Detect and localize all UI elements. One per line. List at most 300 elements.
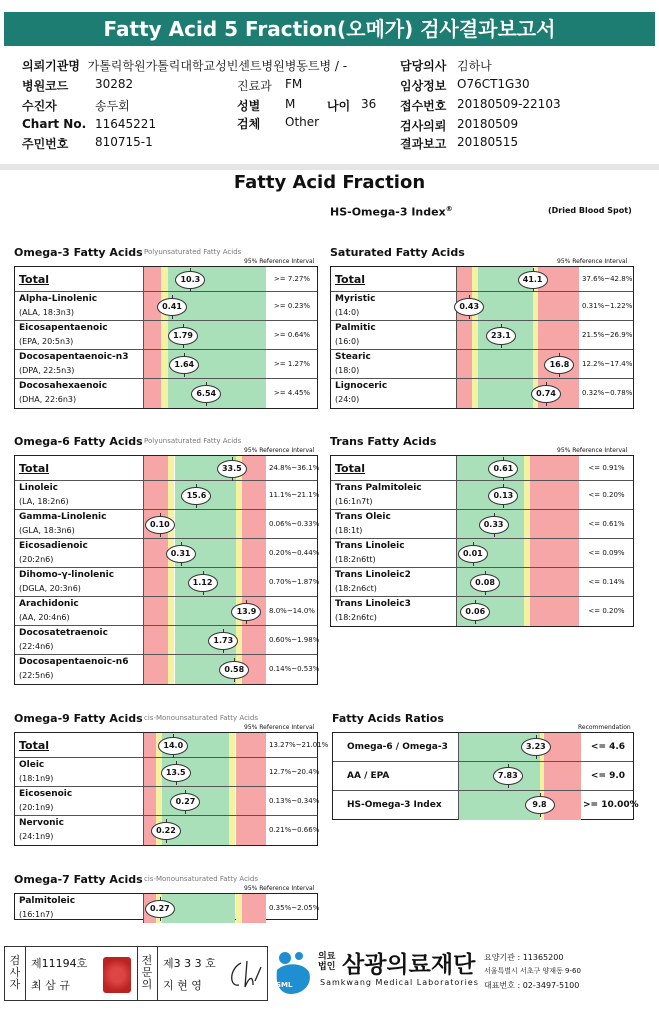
table-row <box>15 321 317 350</box>
range-zone <box>478 292 533 320</box>
result-value: 0.06 <box>460 603 490 621</box>
range-zone <box>457 379 472 408</box>
range-zone <box>242 481 266 509</box>
acid-name: Docosapentaenoic-n3 <box>19 352 129 362</box>
acid-name: Oleic <box>19 760 45 770</box>
reference-value: 0.70%~1.87% <box>269 578 320 586</box>
acid-code: (22:4n6) <box>19 642 54 651</box>
acid-name: Total <box>335 462 366 475</box>
reference-value: >= 0.64% <box>273 331 311 339</box>
acid-code: (AA, 20:4n6) <box>19 613 70 622</box>
acid-name: Total <box>19 273 50 286</box>
result-value: 0.13 <box>488 487 518 505</box>
acid-code: (20:1n9) <box>19 803 54 812</box>
reference-value: 0.32%~0.78% <box>582 389 633 397</box>
acid-code: (20:2n6) <box>19 555 54 564</box>
range-bar <box>143 894 265 923</box>
acid-name: Alpha-Linolenic <box>19 294 98 304</box>
reference-interval-header: 95% Reference Interval <box>244 724 315 731</box>
section-title: Omega-6 Fatty Acids <box>14 435 143 448</box>
acid-name: Eicosenoic <box>19 789 73 799</box>
acid-name: Docosahexaenoic <box>19 381 108 391</box>
info-label: 검사의뢰 <box>400 119 447 133</box>
result-value: 0.08 <box>470 574 500 592</box>
recommendation-header: Recommendation <box>578 724 631 731</box>
result-value: 0.27 <box>145 900 175 918</box>
range-zone <box>242 510 266 538</box>
acid-name: Lignoceric <box>335 381 388 391</box>
acid-name: Palmitic <box>335 323 376 333</box>
table-row <box>331 539 633 568</box>
range-bar <box>456 292 578 320</box>
info-line-3 <box>22 97 57 114</box>
ratio-row <box>333 762 633 791</box>
recommendation-value: <= 4.6 <box>590 742 626 752</box>
ratios-section <box>332 712 639 822</box>
result-value: 10.3 <box>175 271 205 289</box>
range-zone <box>236 816 267 845</box>
table-row <box>15 481 320 510</box>
table-row <box>331 350 633 379</box>
reference-value: 0.13%~0.34% <box>269 797 320 805</box>
acid-code: (18:2n6tt) <box>335 555 376 564</box>
result-value: 0.10 <box>145 516 175 534</box>
acid-name: Palmitoleic <box>19 896 76 906</box>
info-label: 진료과 <box>237 79 272 93</box>
divider <box>157 947 158 1000</box>
result-value: 6.54 <box>191 385 221 403</box>
signature-box <box>4 946 268 1001</box>
table-row <box>15 456 320 481</box>
info-value: 김하나 <box>457 59 492 73</box>
info-value: 810715-1 <box>95 135 153 149</box>
range-zone <box>144 568 168 596</box>
range-zone <box>144 481 168 509</box>
section-subtitle: cis-Monounsaturated Fatty Acids <box>144 875 258 883</box>
range-zone <box>530 597 579 626</box>
seal-icon <box>103 957 131 993</box>
sml-logo-text: SML <box>276 981 293 989</box>
acid-name: Trans Linoleic3 <box>335 599 411 609</box>
dried-blood-spot: (Dried Blood Spot) <box>548 206 632 215</box>
acid-code: (18:1t) <box>335 526 363 535</box>
range-bar <box>143 379 265 408</box>
section-title: Omega-3 Fatty Acids <box>14 246 143 259</box>
range-zone <box>144 787 156 815</box>
info-value: FM <box>285 77 303 91</box>
info-line-2 <box>22 77 68 94</box>
reference-interval-header: 95% Reference Interval <box>244 447 315 454</box>
footer <box>0 940 659 1011</box>
phone: 대표번호 : 02-3497-5100 <box>484 981 580 990</box>
result-value: 41.1 <box>518 271 548 289</box>
reference-value: 24.8%~36.1% <box>269 464 320 472</box>
report-title: Fatty Acid 5 Fraction(오메가) 검사결과보고서 <box>4 12 655 46</box>
reference-value: 12.7%~20.4% <box>269 768 320 776</box>
range-zone <box>144 350 161 378</box>
table-row <box>15 267 317 292</box>
result-value: 0.43 <box>454 298 484 316</box>
range-bar <box>143 267 265 291</box>
table-row <box>15 568 320 597</box>
table-row <box>15 597 317 626</box>
result-value: 0.74 <box>531 385 561 403</box>
ratio-name: HS-Omega-3 Index <box>347 800 442 810</box>
range-bar <box>143 597 265 625</box>
info-value: 30282 <box>95 77 134 91</box>
result-value: 0.27 <box>170 793 200 811</box>
info-label: 담당의사 <box>400 59 447 73</box>
reference-value: 37.6%~42.8% <box>582 275 633 283</box>
info-value: Other <box>285 115 320 129</box>
range-zone <box>144 321 161 349</box>
table-row <box>331 597 633 626</box>
acid-name: Arachidonic <box>19 599 79 609</box>
reference-value: <= 0.09% <box>588 549 625 557</box>
org-prefix: 의료법인 <box>318 952 336 972</box>
range-bar <box>143 510 265 538</box>
acid-name: Eicosapentaenoic <box>19 323 108 333</box>
hs-omega-index-title <box>330 205 453 219</box>
acid-name: Nervonic <box>19 818 64 828</box>
section-title: Saturated Fatty Acids <box>330 246 465 259</box>
specialist-name: 지 현 영 <box>163 979 202 992</box>
info-label: 성별 <box>237 99 261 113</box>
hs-index-text: HS-Omega-3 Index <box>330 205 446 219</box>
info-label: 임상정보 <box>400 79 447 93</box>
acid-name: Total <box>335 273 366 286</box>
specialist-license: 제3 3 3 호 <box>163 957 216 970</box>
ratio-bar <box>458 762 580 790</box>
range-zone <box>161 267 168 291</box>
table-row <box>331 481 633 510</box>
reference-value: 0.31%~1.22% <box>582 302 633 310</box>
reference-interval-header: 95% Reference Interval <box>557 258 628 265</box>
reference-interval-header: 95% Reference Interval <box>244 258 315 265</box>
reference-value: >= 4.45% <box>273 389 311 397</box>
range-zone <box>144 626 168 654</box>
reference-value: 21.5%~26.9% <box>582 331 633 339</box>
range-zone <box>144 597 168 625</box>
info-value: 가톨릭학원가톨릭대학교성빈센트병원 <box>87 59 285 73</box>
range-zone <box>478 379 533 408</box>
range-zone <box>236 733 267 757</box>
range-bar <box>456 568 578 596</box>
reference-value: 13.27%~21.01% <box>269 741 329 749</box>
info-line-1 <box>22 57 347 74</box>
range-bar <box>456 481 578 509</box>
reference-value: <= 0.14% <box>588 578 625 586</box>
info-label: 수진자 <box>22 99 57 113</box>
ratios-title: Fatty Acids Ratios <box>332 712 444 725</box>
section-subtitle: Polyunsaturated Fatty Acids <box>144 248 242 256</box>
info-label: 주민번호 <box>22 137 69 151</box>
main-title: Fatty Acid Fraction <box>233 172 426 193</box>
reference-value: 0.35%~2.05% <box>269 904 320 912</box>
range-zone <box>544 762 581 790</box>
info-label: 접수번호 <box>400 99 447 113</box>
acid-code: (18:1n9) <box>19 774 54 783</box>
table-row <box>15 733 329 758</box>
result-value: 0.61 <box>488 460 518 478</box>
range-zone <box>175 510 236 538</box>
range-bar <box>456 350 578 378</box>
reference-value: 0.14%~0.53% <box>269 665 320 673</box>
info-value: 20180515 <box>457 135 519 149</box>
section-subtitle: cis-Monounsaturated Fatty Acids <box>144 714 258 722</box>
acid-name: Stearic <box>335 352 371 362</box>
divider <box>25 947 26 1000</box>
recommendation-value: <= 9.0 <box>590 771 626 781</box>
range-zone <box>530 568 579 596</box>
range-bar <box>456 379 578 408</box>
inspector-name: 최 삼 규 <box>31 979 70 992</box>
acid-code: (16:1n7) <box>19 910 54 919</box>
section-table <box>14 893 318 920</box>
range-bar <box>456 597 578 626</box>
ratio-name: AA / EPA <box>347 771 390 781</box>
ratio-value: 3.23 <box>521 738 551 756</box>
reference-value: <= 0.20% <box>588 491 625 499</box>
recommendation-value: >= 10.00% <box>583 800 639 810</box>
range-bar <box>143 539 265 567</box>
table-row <box>15 626 320 655</box>
acid-code: (16:0) <box>335 337 360 346</box>
result-value: 16.8 <box>544 356 574 374</box>
acid-code: (DHA, 22:6n3) <box>19 395 77 404</box>
info-value: 11645221 <box>95 117 157 131</box>
reference-value: 8.0%~14.0% <box>269 607 315 615</box>
acid-code: (24:0) <box>335 395 360 404</box>
info-label: 나이 <box>327 99 351 113</box>
acid-name: Total <box>19 462 50 475</box>
info-label: Chart No. <box>22 117 87 131</box>
range-zone <box>242 894 266 923</box>
acid-name: Trans Oleic <box>335 512 391 522</box>
reference-value: 0.20%~0.44% <box>269 549 320 557</box>
range-zone <box>242 568 266 596</box>
result-value: 1.12 <box>188 574 218 592</box>
ratio-value: 7.83 <box>493 767 523 785</box>
ratio-row <box>333 791 639 820</box>
acid-name: Myristic <box>335 294 376 304</box>
acid-code: (18:2n6tc) <box>335 613 377 622</box>
info-label: 결과보고 <box>400 137 447 151</box>
result-value: 0.58 <box>219 661 249 679</box>
acid-name: Total <box>19 739 50 752</box>
reference-value: 11.1%~21.1% <box>269 491 320 499</box>
acid-code: (22:5n6) <box>19 671 54 680</box>
range-zone <box>144 456 168 480</box>
range-zone <box>530 481 579 509</box>
acid-name: Gamma-Linolenic <box>19 512 107 522</box>
table-row <box>15 379 317 408</box>
info-value: 20180509 <box>457 117 519 131</box>
range-zone <box>530 510 579 538</box>
reference-value: 0.21%~0.66% <box>269 826 320 834</box>
range-bar <box>143 733 265 757</box>
info-value: 20180509-22103 <box>457 97 561 111</box>
acid-code: (18:2n6ct) <box>335 584 377 593</box>
acid-name: Trans Linoleic2 <box>335 570 411 580</box>
table-row <box>331 456 633 481</box>
reference-value: >= 1.27% <box>273 360 311 368</box>
table-row <box>331 292 633 321</box>
section-title: Omega-9 Fatty Acids <box>14 712 143 725</box>
acid-name: Linoleic <box>19 483 59 493</box>
range-zone <box>236 758 267 786</box>
range-zone <box>457 350 472 378</box>
acid-name: Trans Linoleic <box>335 541 405 551</box>
table-row <box>15 816 320 845</box>
table-row <box>15 292 317 321</box>
specialist-label: 전문의 <box>141 954 153 991</box>
section-table <box>330 266 634 409</box>
org-english-name: Samkwang Medical Laboratories <box>320 978 479 987</box>
range-zone <box>457 267 472 291</box>
range-zone <box>144 758 156 786</box>
reference-value: 0.06%~0.33% <box>269 520 320 528</box>
range-bar <box>143 321 265 349</box>
range-zone <box>530 539 579 567</box>
table-row <box>15 350 317 379</box>
table-row <box>331 510 633 539</box>
acid-code: (24:1n9) <box>19 832 54 841</box>
range-bar <box>143 456 265 480</box>
range-zone <box>144 733 156 757</box>
registered-mark: ® <box>445 205 453 213</box>
inspector-label: 검사자 <box>9 954 21 991</box>
section-table <box>330 455 634 627</box>
range-zone <box>530 456 579 480</box>
range-bar <box>143 481 265 509</box>
info-label: 검체 <box>237 117 261 131</box>
institution-code: 요양기관 : 11365200 <box>484 953 564 962</box>
reference-interval-header: 95% Reference Interval <box>557 447 628 454</box>
range-zone <box>538 292 579 320</box>
section-subtitle: Polyunsaturated Fatty Acids <box>144 437 242 445</box>
acid-code: (ALA, 18:3n3) <box>19 308 75 317</box>
address: 서울특별시 서초구 양재동 9-60 <box>484 967 581 975</box>
table-row <box>331 568 633 597</box>
acid-name: Docosapentaenoic-n6 <box>19 657 129 667</box>
result-value: 13.9 <box>231 603 261 621</box>
range-zone <box>144 267 161 291</box>
reference-value: <= 0.61% <box>588 520 625 528</box>
info-value: 36 <box>361 97 377 111</box>
reference-value: <= 0.20% <box>588 607 625 615</box>
acid-code: (14:0) <box>335 308 360 317</box>
acid-name: Trans Palmitoleic <box>335 483 422 493</box>
ratios-table <box>332 732 639 820</box>
section-table <box>14 266 318 409</box>
range-bar <box>456 456 578 480</box>
table-row <box>15 894 320 923</box>
acid-code: (LA, 18:2n6) <box>19 497 69 506</box>
range-zone <box>175 597 236 625</box>
ratio-name: Omega-6 / Omega-3 <box>347 742 448 752</box>
range-bar <box>456 267 578 291</box>
reference-interval-header: 95% Reference Interval <box>244 885 315 892</box>
acid-code: (GLA, 18:3n6) <box>19 526 75 535</box>
ratio-bar <box>458 733 580 761</box>
result-value: 13.5 <box>161 764 191 782</box>
result-value: 0.41 <box>157 298 187 316</box>
table-row <box>15 510 320 539</box>
acid-code: (18:0) <box>335 366 360 375</box>
table-row <box>15 539 320 568</box>
org-name: 삼광의료재단 <box>342 952 476 978</box>
range-zone <box>161 379 168 408</box>
range-zone <box>144 379 161 408</box>
range-bar <box>143 626 265 654</box>
info-label: 병원코드 <box>22 79 69 93</box>
reference-value: <= 0.91% <box>588 464 625 472</box>
table-row <box>331 321 633 350</box>
range-bar <box>143 292 265 320</box>
table-row <box>331 379 633 408</box>
acid-name: Eicosadienoic <box>19 541 88 551</box>
range-zone <box>144 655 168 684</box>
divider <box>137 947 138 1000</box>
range-bar <box>456 510 578 538</box>
range-bar <box>143 816 265 845</box>
acid-code: (DGLA, 20:3n6) <box>19 584 81 593</box>
range-bar <box>143 568 265 596</box>
inspector-license: 제11194호 <box>31 957 88 970</box>
info-value: 송두회 <box>95 99 130 113</box>
range-bar <box>456 539 578 567</box>
result-value: 0.22 <box>151 822 181 840</box>
range-bar <box>143 758 265 786</box>
section-title: Omega-7 Fatty Acids <box>14 873 143 886</box>
range-bar <box>143 655 265 684</box>
result-value: 33.5 <box>217 460 247 478</box>
table-row <box>15 787 320 816</box>
range-bar <box>143 787 265 815</box>
ratio-bar <box>458 791 580 820</box>
result-value: 1.73 <box>208 632 238 650</box>
ratio-value: 9.8 <box>525 796 555 814</box>
range-zone <box>242 626 266 654</box>
result-value: 0.01 <box>458 545 488 563</box>
reference-value: >= 0.23% <box>273 302 311 310</box>
table-row <box>331 267 633 292</box>
info-value: M <box>285 97 296 111</box>
signature-icon <box>227 957 265 993</box>
info-value: O76CT1G30 <box>457 77 530 91</box>
range-bar <box>143 350 265 378</box>
acid-code: (EPA, 20:5n3) <box>19 337 74 346</box>
result-value: 1.79 <box>168 327 198 345</box>
range-zone <box>161 350 168 378</box>
range-bar <box>456 321 578 349</box>
range-zone <box>242 539 266 567</box>
section-table <box>14 732 329 846</box>
result-value: 14.0 <box>158 737 188 755</box>
table-row <box>15 758 320 787</box>
result-value: 0.31 <box>166 545 196 563</box>
range-zone <box>538 321 579 349</box>
result-value: 0.33 <box>479 516 509 534</box>
reference-value: 0.60%~1.98% <box>269 636 320 644</box>
ratio-row <box>333 733 633 762</box>
acid-name: Dihomo-γ-linolenic <box>19 570 115 580</box>
result-value: 23.1 <box>486 327 516 345</box>
reference-value: 12.2%~17.4% <box>582 360 633 368</box>
range-zone <box>236 787 267 815</box>
section-table <box>14 455 318 685</box>
